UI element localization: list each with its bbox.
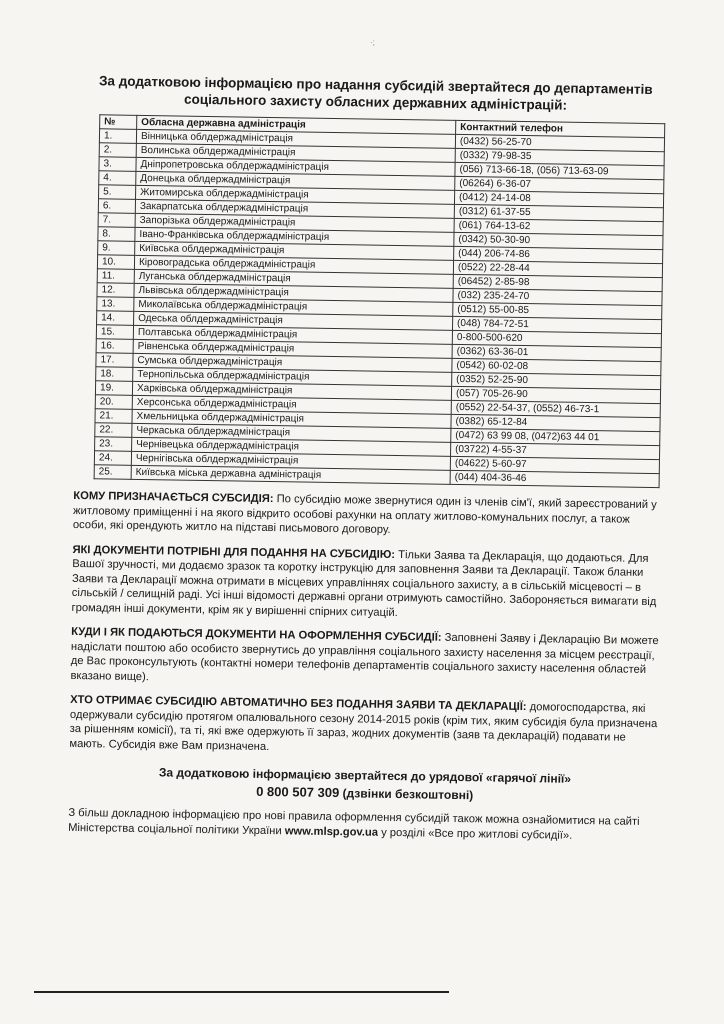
row-administration: Житомирська облдержадміністрація [136, 185, 455, 204]
row-number: 3. [99, 157, 136, 172]
row-administration: Київська міська державна адміністрація [131, 465, 450, 484]
row-phone: (06452) 2-85-98 [453, 274, 662, 291]
row-phone: (03722) 4-55-37 [451, 442, 660, 459]
section-label: ХТО ОТРИМАЄ СУБСИДІЮ АВТОМАТИЧНО БЕЗ ПОДАННЯ ЗАЯВИ ТА ДЕКЛАРАЦІЇ: [70, 693, 527, 714]
hotline-block [69, 763, 661, 807]
row-number: 13. [97, 297, 134, 312]
bottom-rule [34, 991, 449, 993]
row-number: 22. [95, 423, 132, 438]
scan-speck: ·; [370, 38, 375, 47]
section-text: домогосподарства, які одержували субсидію протягом опалювального сезону 2014-2015 років (крім тих, яким субсидія була призначена за рішенням комісії), та ті, які вже одержують її зараз, жодних документів (заяв та декларацій) подавати не мають. Субсидія вже Вам призначена. [69, 701, 658, 753]
row-number: 15. [96, 325, 133, 340]
hotline-number: 0 800 507 309 [256, 783, 340, 801]
row-number: 1. [99, 129, 136, 144]
row-number: 21. [95, 409, 132, 424]
heading-line-1: За додатковою інформацією про надання субсидій звертайтеся до департаментів [98, 73, 653, 97]
row-phone: (044) 404-36-46 [450, 470, 659, 487]
contacts-table [94, 114, 666, 488]
row-administration: Тернопільська облдержадміністрація [133, 367, 452, 386]
footer-info [68, 806, 660, 844]
row-phone: (0522) 22-28-44 [453, 260, 662, 277]
row-phone: (0412) 24-14-08 [454, 190, 663, 207]
page-heading [79, 72, 671, 115]
row-administration: Кіровоградська облдержадміністрація [134, 255, 453, 274]
row-administration: Луганська облдержадміністрація [134, 269, 453, 288]
row-phone: (061) 764-13-62 [454, 218, 663, 235]
row-number: 14. [97, 311, 134, 326]
row-administration: Запорізька облдержадміністрація [135, 213, 454, 232]
row-number: 12. [97, 283, 134, 298]
section-required-documents [71, 542, 664, 624]
row-number: 7. [98, 213, 135, 228]
row-phone: (0382) 65-12-84 [451, 414, 660, 431]
section-automatic-subsidy [69, 693, 662, 760]
row-phone: (0472) 63 99 08, (0472)63 44 01 [451, 428, 660, 445]
row-phone: (0512) 55-00-85 [453, 302, 662, 319]
row-number: 11. [97, 269, 134, 284]
row-administration: Волинська облдержадміністрація [136, 143, 455, 162]
header-num: № [100, 115, 137, 130]
section-where-to-submit [70, 625, 663, 692]
row-phone: (0552) 22-54-37, (0552) 46-73-1 [451, 400, 660, 417]
header-administration: Обласна державна адміністрація [137, 115, 456, 134]
row-phone: (0432) 56-25-70 [455, 134, 664, 151]
row-administration: Івано-Франківська облдержадміністрація [135, 227, 454, 246]
row-administration: Чернівецька облдержадміністрація [132, 437, 451, 456]
row-number: 17. [96, 353, 133, 368]
section-text: Заповнені Заяву і Декларацію Ви можете надіслати поштою або особисто звернутись до управління соціального захисту населення за місцем реєстрації, де Вас проконсультують (контактні номери телефонів департаментів соціального захисту населення областей вказано вище). [70, 631, 659, 683]
row-phone: (056) 713-66-18, (056) 713-63-09 [455, 162, 664, 179]
row-administration: Хмельницька облдержадміністрація [132, 409, 451, 428]
row-phone: (0352) 52-25-90 [452, 372, 661, 389]
footer-text-before: З більш докладною інформацією про нові правила оформлення субсидій також можна ознайомитися на сайті Міністерства соціальної політики України [68, 806, 640, 837]
section-text: Тільки Заява та Декларація, що додаються. Для Вашої зручності, ми додаємо зразок та коротку інструкцію для заповнення Заяви та Декларації. Також бланки Заяви та Декларації можна отримати в місцевих управліннях соціального захисту, а в сільській місцевості – в сільській / селищній раді. Усі інші відомості державні органи отримують самостійно. Забороняється вимагати від громадян інші документи, крім як у вирішенні спірних ситуацій. [71, 548, 657, 619]
row-administration: Миколаївська облдержадміністрація [134, 297, 453, 316]
row-administration: Рівненська облдержадміністрація [133, 339, 452, 358]
row-phone: (04622) 5-60-97 [450, 456, 659, 473]
row-administration: Одеська облдержадміністрація [134, 311, 453, 330]
row-phone: (0542) 60-02-08 [452, 358, 661, 375]
row-phone: (048) 784-72-51 [452, 316, 661, 333]
section-who-gets-subsidy [73, 489, 666, 542]
row-administration: Полтавська облдержадміністрація [133, 325, 452, 344]
row-administration: Київська облдержадміністрація [135, 241, 454, 260]
row-administration: Вінницька облдержадміністрація [136, 129, 455, 148]
row-number: 5. [99, 185, 136, 200]
heading-line-2: соціального захисту обласних державних адміністрацій: [183, 91, 568, 113]
row-number: 23. [95, 437, 132, 452]
hotline-intro: За додатковою інформацією звертайтеся до урядової «гарячої лінії» [158, 765, 572, 786]
row-administration: Львівська облдержадміністрація [134, 283, 453, 302]
hotline-note: (дзвінки безкоштовні) [339, 786, 474, 803]
row-administration: Донецька облдержадміністрація [136, 171, 455, 190]
section-label: ЯКІ ДОКУМЕНТИ ПОТРІБНІ ДЛЯ ПОДАННЯ НА СУБСИДІЮ: [72, 543, 396, 561]
row-administration: Черкаська облдержадміністрація [132, 423, 451, 442]
table-body [94, 129, 664, 488]
header-phone: Контактний телефон [456, 120, 665, 137]
row-number: 25. [94, 465, 131, 480]
row-administration: Херсонська облдержадміністрація [132, 395, 451, 414]
section-text: По субсидію може звернутися один із членів сім'ї, який зареєстрований у житловому приміщенні і на якого відкрито особові рахунки на оплату житлово-комунальних послуг, а також особи, які орендують житло на підставі письмового договору. [72, 493, 657, 536]
row-phone: (0362) 63-36-01 [452, 344, 661, 361]
row-phone: (044) 206-74-86 [454, 246, 663, 263]
row-administration: Харківська облдержадміністрація [132, 381, 451, 400]
row-administration: Чернігівська облдержадміністрація [131, 451, 450, 470]
footer-text-after: у розділі «Все про житлові субсидії». [377, 826, 573, 842]
row-number: 10. [97, 255, 134, 270]
row-number: 19. [95, 381, 132, 396]
ministry-site-link: www.mlsp.gov.ua [284, 824, 379, 839]
row-number: 2. [99, 143, 136, 158]
row-phone: 0-800-500-620 [452, 330, 661, 347]
row-phone: (057) 705-26-90 [451, 386, 660, 403]
row-number: 16. [96, 339, 133, 354]
section-label: КОМУ ПРИЗНАЧАЄТЬСЯ СУБСИДІЯ: [73, 489, 274, 506]
document-content [68, 72, 672, 844]
row-administration: Закарпатська облдержадміністрація [135, 199, 454, 218]
row-number: 9. [98, 241, 135, 256]
row-number: 8. [98, 227, 135, 242]
row-number: 24. [94, 451, 131, 466]
row-administration: Дніпропетровська облдержадміністрація [136, 157, 455, 176]
row-phone: (0332) 79-98-35 [455, 148, 664, 165]
section-label: КУДИ І ЯК ПОДАЮТЬСЯ ДОКУМЕНТИ НА ОФОРМЛЕННЯ СУБСИДІЇ: [71, 625, 442, 644]
row-number: 18. [96, 367, 133, 382]
row-phone: (06264) 6-36-07 [455, 176, 664, 193]
row-phone: (032) 235-24-70 [453, 288, 662, 305]
row-number: 6. [98, 199, 135, 214]
row-number: 20. [95, 395, 132, 410]
row-administration: Сумська облдержадміністрація [133, 353, 452, 372]
row-number: 4. [99, 171, 136, 186]
row-phone: (0312) 61-37-55 [454, 204, 663, 221]
row-phone: (0342) 50-30-90 [454, 232, 663, 249]
